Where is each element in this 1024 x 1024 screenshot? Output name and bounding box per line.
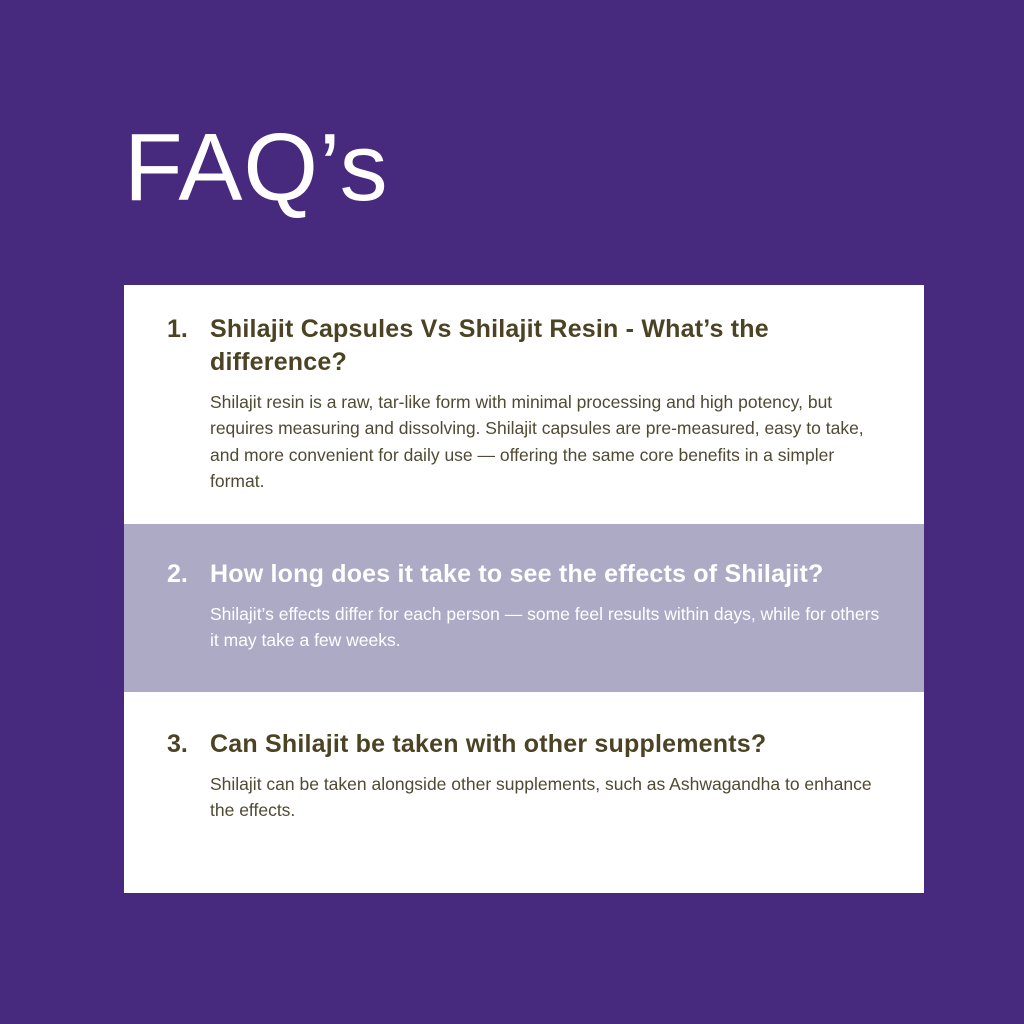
faq-question-row: [164, 728, 884, 761]
faq-question-text: Can Shilajit be taken with other supplements?: [210, 729, 767, 758]
faq-answer-text: Shilajit’s effects differ for each person — some feel results within days, while for others it may take a few weeks.: [210, 604, 880, 651]
faq-card: [124, 285, 924, 893]
faq-question-text: Shilajit Capsules Vs Shilajit Resin - What’s the difference?: [210, 315, 769, 376]
faq-question-row: [164, 313, 884, 379]
page-title: FAQ’s: [124, 114, 389, 221]
faq-item[interactable]: [124, 524, 924, 692]
faq-answer-text: Shilajit resin is a raw, tar-like form with minimal processing and high potency, but requires measuring and dissolving. Shilajit capsules are pre-measured, easy to take, and more convenient for daily use — offering the same core benefits in a simpler format.: [210, 392, 864, 491]
faq-item-number: 3.: [167, 729, 188, 758]
faq-item-number: 1.: [167, 315, 188, 343]
faq-question-row: [164, 558, 884, 591]
faq-item-number: 2.: [167, 560, 188, 588]
faq-answer-text: Shilajit can be taken alongside other supplements, such as Ashwagandha to enhance the effects.: [210, 773, 872, 820]
faq-item[interactable]: [124, 285, 924, 524]
faq-question-text: How long does it take to see the effects of Shilajit?: [210, 560, 824, 588]
faq-item[interactable]: [124, 692, 924, 894]
